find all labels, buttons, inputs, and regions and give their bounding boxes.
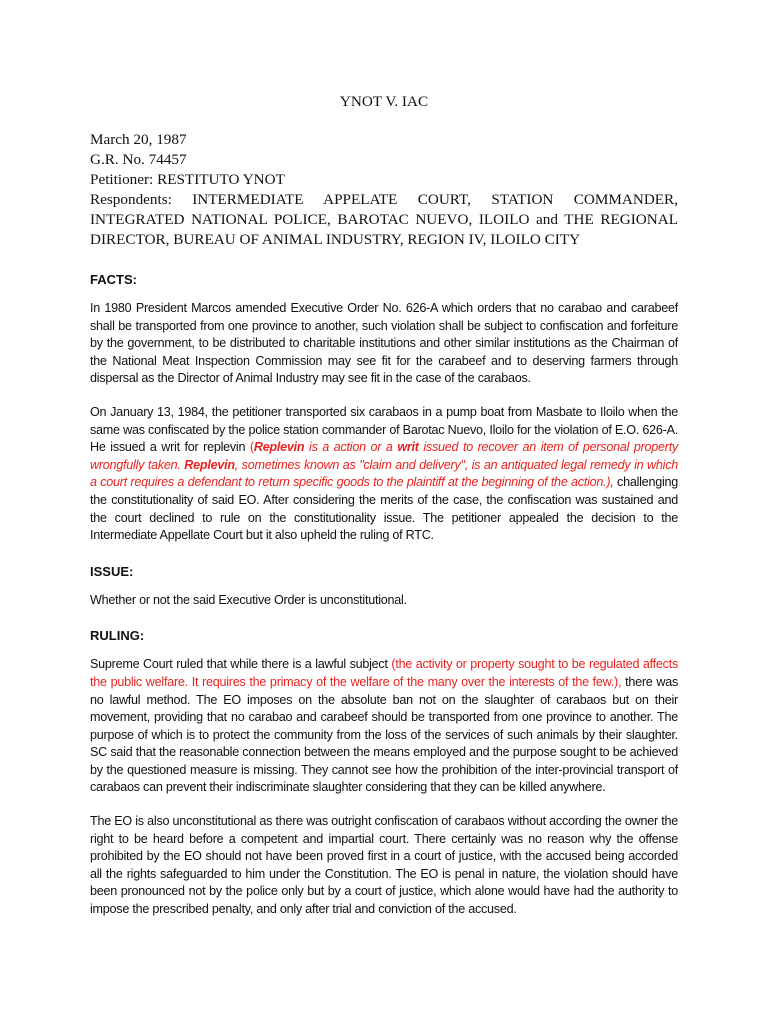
ruling-p1-text-1: Supreme Court ruled that while there is a lawful subject (90, 657, 392, 672)
document-page (90, 92, 678, 935)
case-meta (90, 130, 678, 250)
case-respondents: Respondents: INTERMEDIATE APPELATE COURT, STATION COMMANDER, INTEGRATED NATIONAL POLICE, BAROTAC NUEVO, ILOILO and THE REGIONAL DIRECTOR, BUREAU OF ANIMAL INDUSTRY, REGION IV, ILOILO CITY (90, 191, 678, 248)
replevin-term-2: Replevin (184, 457, 235, 472)
lawful-subject-note: (the activity or property sought to be regulated affects the public welfare. It requires the primacy of the welfare of the many over the interests of the few.), (90, 657, 678, 689)
case-title: YNOT V. IAC (339, 93, 429, 110)
facts-paragraph-1: In 1980 President Marcos amended Executive Order No. 626-A which orders that no carabao and carabeef shall be transported from one province to another, such violation shall be subject to confiscation and forfeiture by the government, to be distributed to charitable institutions and other similar institutions as the Chairman of the National Meat Inspection Commission may see fit for the carabeef and to deserving farmers through dispersal as the Director of Animal Industry may see fit in the case of the carabaos. (90, 301, 678, 386)
ruling-heading: RULING: (90, 628, 145, 644)
facts-heading: FACTS: (90, 272, 137, 287)
facts-p2-text-1: On January 13, 1984, the petitioner transported six carabaos in a pump boat from Masbate to Iloilo when the same was confiscated by the police station commander of Barotac Nuevo, Iloilo for the violation of E.O. 626-A. He issued a writ for replevin (90, 404, 678, 455)
replevin-note-open: ( (249, 440, 254, 455)
ruling-p1-text-2: there was no lawful method. The EO imposes on the absolute ban not on the slaughter of carabaos but on their movement, providing that no carabao and carabeef should be transported from one province to another. The purpose of which is to protect the community from the loss of the services of such animals by their slaughter. SC said that the reasonable connection between the means employed and the purpose sought to be achieved by the questioned measure is missing. They cannot see how the prohibition of the inter-provincial transport of carabaos can prevent their indiscriminate slaughter considering that they can be killed anywhere. (90, 674, 678, 795)
ruling-paragraph-1 (90, 656, 678, 797)
case-gr-number: G.R. No. 74457 (90, 151, 187, 168)
writ-term: writ (397, 440, 419, 455)
case-date: March 20, 1987 (90, 131, 187, 148)
issue-heading: ISSUE: (90, 563, 134, 579)
issue-paragraph: Whether or not the said Executive Order is unconstitutional. (90, 592, 407, 607)
case-petitioner: Petitioner: RESTITUTO YNOT (90, 171, 285, 188)
replevin-note-text-3: , sometimes known as "claim and delivery", is an antiquated legal remedy in which a court requires a defendant to return specific goods to the plaintiff at the beginning of the action.), (90, 457, 678, 490)
replevin-term-1: Replevin (253, 440, 305, 455)
facts-p2-text-2: challenging the constitutionality of said EO. After considering the merits of the case, the confiscation was sustained and the court declined to rule on the constitutionality issue. The petitioner appealed the decision to the Intermediate Appellate Court but it also upheld the ruling of RTC. (90, 475, 679, 543)
ruling-paragraph-2: The EO is also unconstitutional as there was outright confiscation of carabaos without according the owner the right to be heard before a competent and impartial court. There certainly was no reason why the offense prohibited by the EO should not have been proved first in a court of justice, with the accused being accorded all the rights safeguarded to him under the Constitution. The EO is penal in nature, the violation should have been pronounced not by the police only but by a court of justice, which alone would have had the authority to impose the prescribed penalty, and only after trial and conviction of the accused. (90, 814, 678, 917)
facts-paragraph-2 (90, 404, 678, 545)
replevin-note-text-2: issued to recover an item of personal property wrongfully taken. (90, 440, 679, 472)
replevin-note-text-1: is a action or a (304, 440, 398, 455)
